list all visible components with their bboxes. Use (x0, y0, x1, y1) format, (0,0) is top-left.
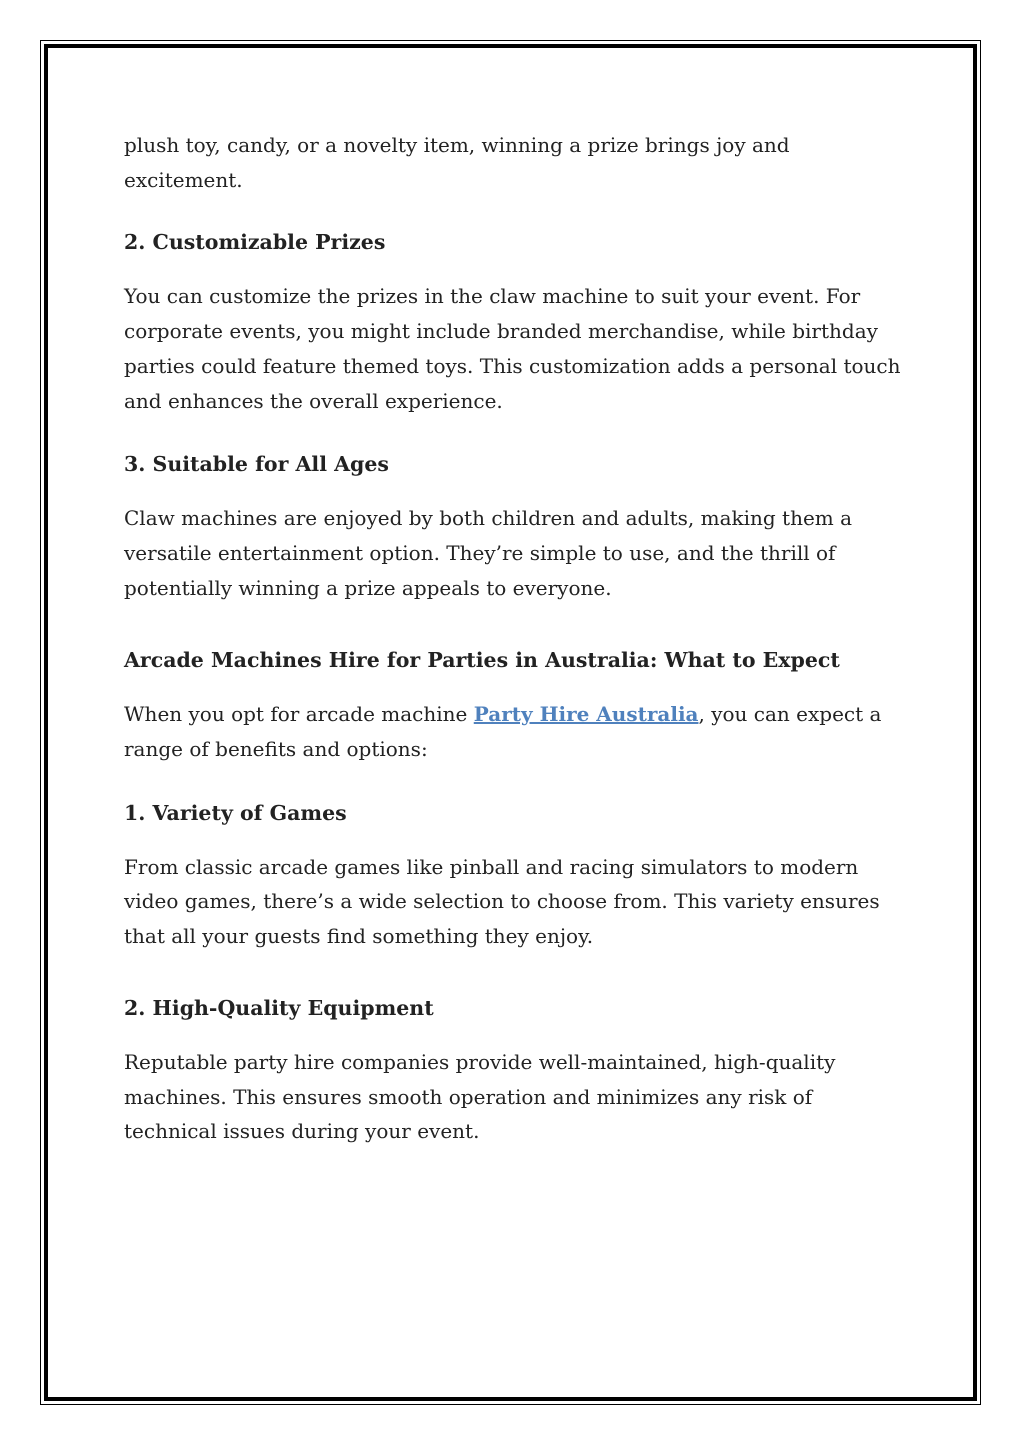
arcade-intro-paragraph (124, 697, 884, 766)
section-heading-suitable-for-all-ages: 3. Suitable for All Ages (124, 452, 389, 477)
section-heading-high-quality-equipment: 2. High-Quality Equipment (124, 995, 434, 1020)
arcade-intro-text-before: When you opt for arcade machine (124, 702, 474, 727)
arcade-intro-text-after: , you can expect a range of benefits and options: (124, 702, 882, 762)
section-body-high-quality-equipment: Reputable party hire companies provide well-maintained, high-quality machines. This ensures smooth operation and minimizes any risk of technical issues during your event. (124, 1049, 836, 1144)
section-heading-variety-of-games: 1. Variety of Games (124, 800, 347, 825)
section-heading-customizable-prizes: 2. Customizable Prizes (124, 230, 386, 255)
intro-paragraph: plush toy, candy, or a novelty item, winning a prize brings joy and excitement. (124, 133, 790, 192)
section-body-customizable-prizes: You can customize the prizes in the claw machine to suit your event. For corporate events, you might include branded merchandise, while birthday parties could feature themed toys. This customization adds a personal touch and enhances the overall experience. (124, 284, 901, 413)
arcade-heading: Arcade Machines Hire for Parties in Australia: What to Expect (124, 648, 840, 673)
section-body-variety-of-games: From classic arcade games like pinball and racing simulators to modern video games, there’s a wide selection to choose from. This variety ensures that all your guests find something they enjoy. (124, 854, 880, 949)
section-body-suitable-for-all-ages: Claw machines are enjoyed by both children and adults, making them a versatile entertainment option. They’re simple to use, and the thrill of potentially winning a prize appeals to everyone. (124, 506, 853, 600)
party-hire-australia-link[interactable]: Party Hire Australia (473, 702, 699, 727)
document-body (124, 128, 914, 1149)
